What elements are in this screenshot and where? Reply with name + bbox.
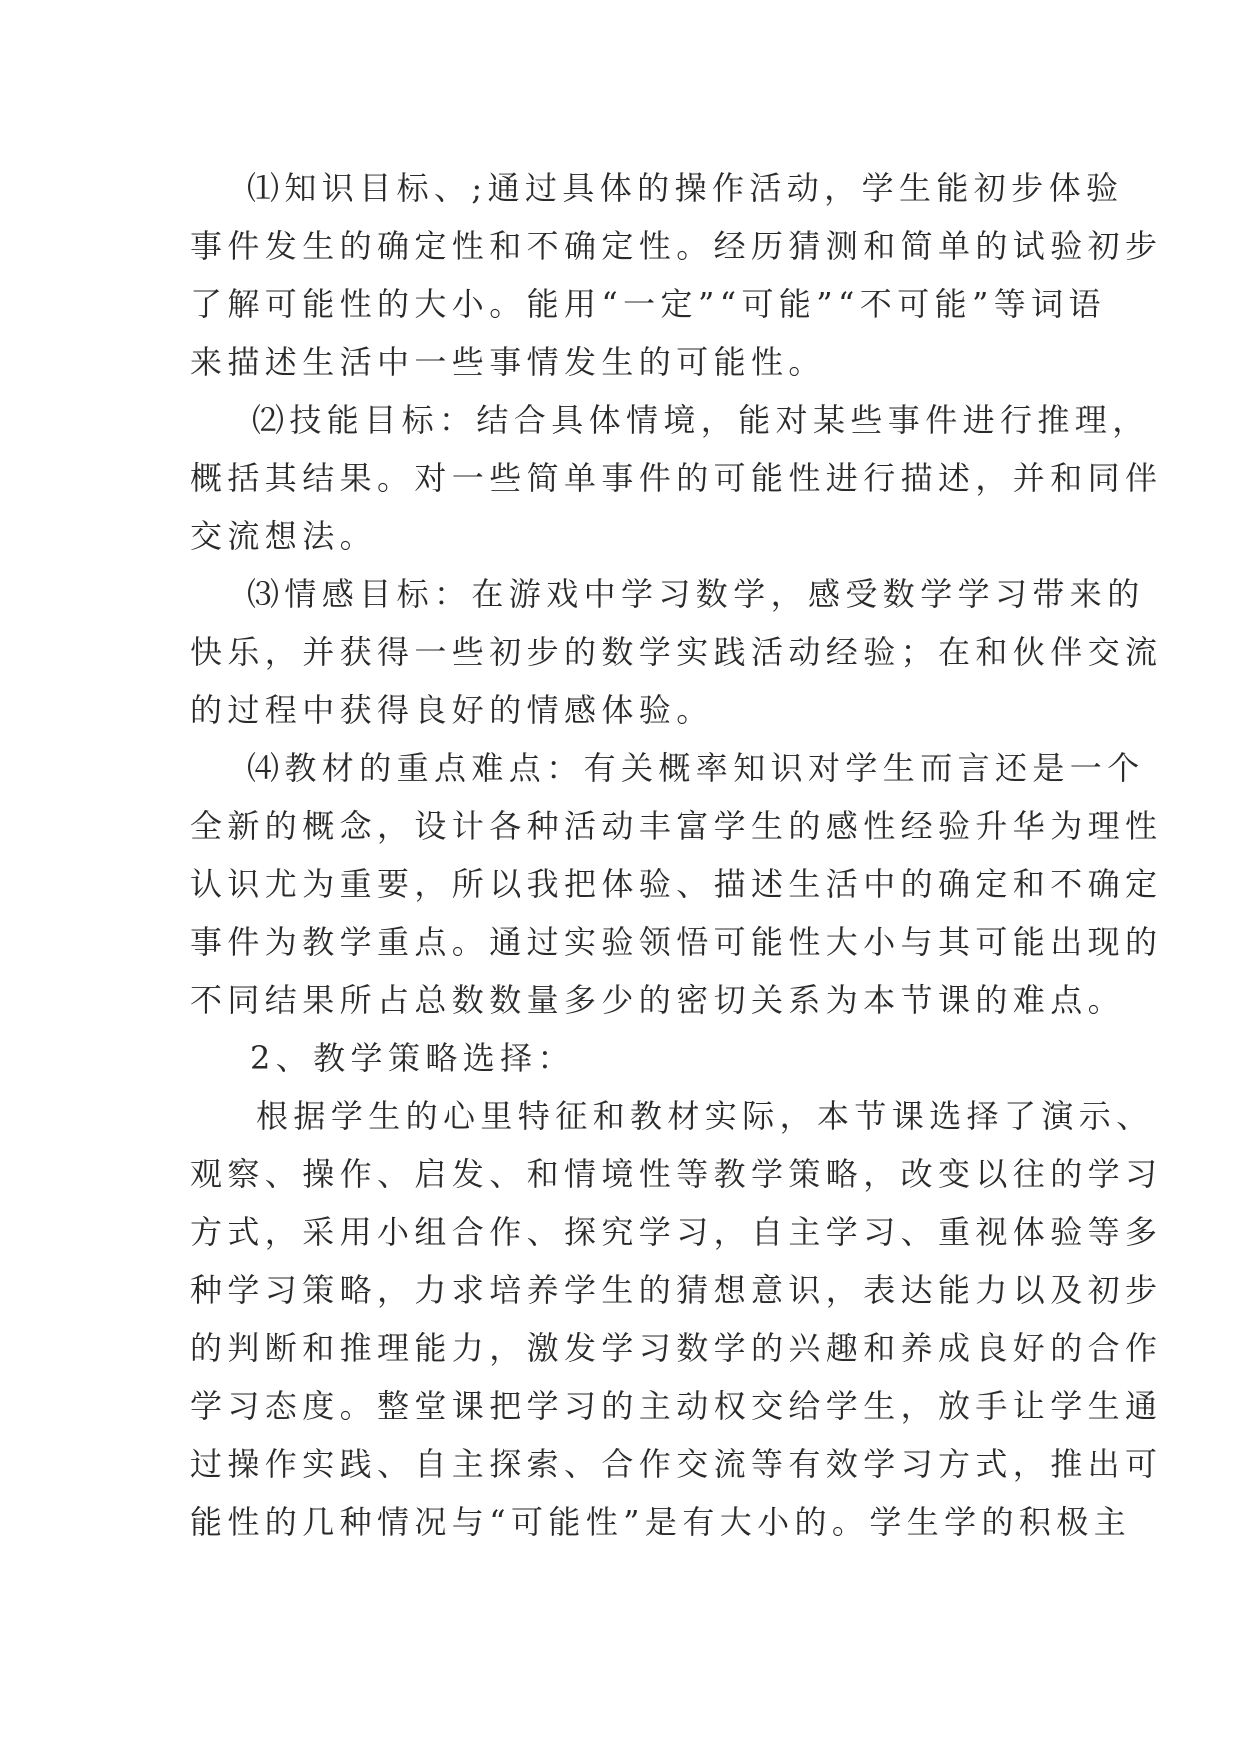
text-line: 事件发生的确定性和不确定性。经历猜测和简单的试验初步 [190,227,1163,265]
text-line: 的判断和推理能力，激发学习数学的兴趣和养成良好的合作 [190,1329,1163,1367]
text-line: ⑵技能目标：结合具体情境，能对某些事件进行推理， [252,401,1150,439]
text-line: ⑶情感目标：在游戏中学习数学，感受数学学习带来的 [247,575,1145,613]
text-line: ⑴知识目标、;通过具体的操作活动，学生能初步体验 [247,169,1124,207]
text-line: 能性的几种情况与“可能性”是有大小的。学生学的积极主 [190,1503,1132,1541]
text-line: ⑷教材的重点难点：有关概率知识对学生而言还是一个 [247,749,1145,787]
text-line: 根据学生的心里特征和教材实际，本节课选择了演示、 [256,1097,1154,1135]
text-line: 过操作实践、自主探索、合作交流等有效学习方式，推出可 [190,1445,1163,1483]
text-line: 学习态度。整堂课把学习的主动权交给学生，放手让学生通 [190,1387,1163,1425]
text-line: 快乐，并获得一些初步的数学实践活动经验；在和伙伴交流 [190,633,1163,671]
text-line: 事件为教学重点。通过实验领悟可能性大小与其可能出现的 [190,923,1163,961]
text-line: 种学习策略，力求培养学生的猜想意识，表达能力以及初步 [190,1271,1163,1309]
text-line: 的过程中获得良好的情感体验。 [190,691,714,729]
text-line: 不同结果所占总数数量多少的密切关系为本节课的难点。 [190,981,1126,1019]
text-line: 认识尤为重要，所以我把体验、描述生活中的确定和不确定 [190,865,1163,903]
section-heading: 2、教学策略选择： [250,1039,575,1077]
text-line: 了解可能性的大小。能用“一定”“可能”“不可能”等词语 [190,285,1106,323]
text-line: 方式，采用小组合作、探究学习，自主学习、重视体验等多 [190,1213,1163,1251]
text-line: 概括其结果。对一些简单事件的可能性进行描述，并和同伴 [190,459,1163,497]
text-line: 全新的概念，设计各种活动丰富学生的感性经验升华为理性 [190,807,1163,845]
text-line: 观察、操作、启发、和情境性等教学策略，改变以往的学习 [190,1155,1163,1193]
text-line: 交流想法。 [190,517,378,555]
text-line: 来描述生活中一些事情发生的可能性。 [190,343,826,381]
